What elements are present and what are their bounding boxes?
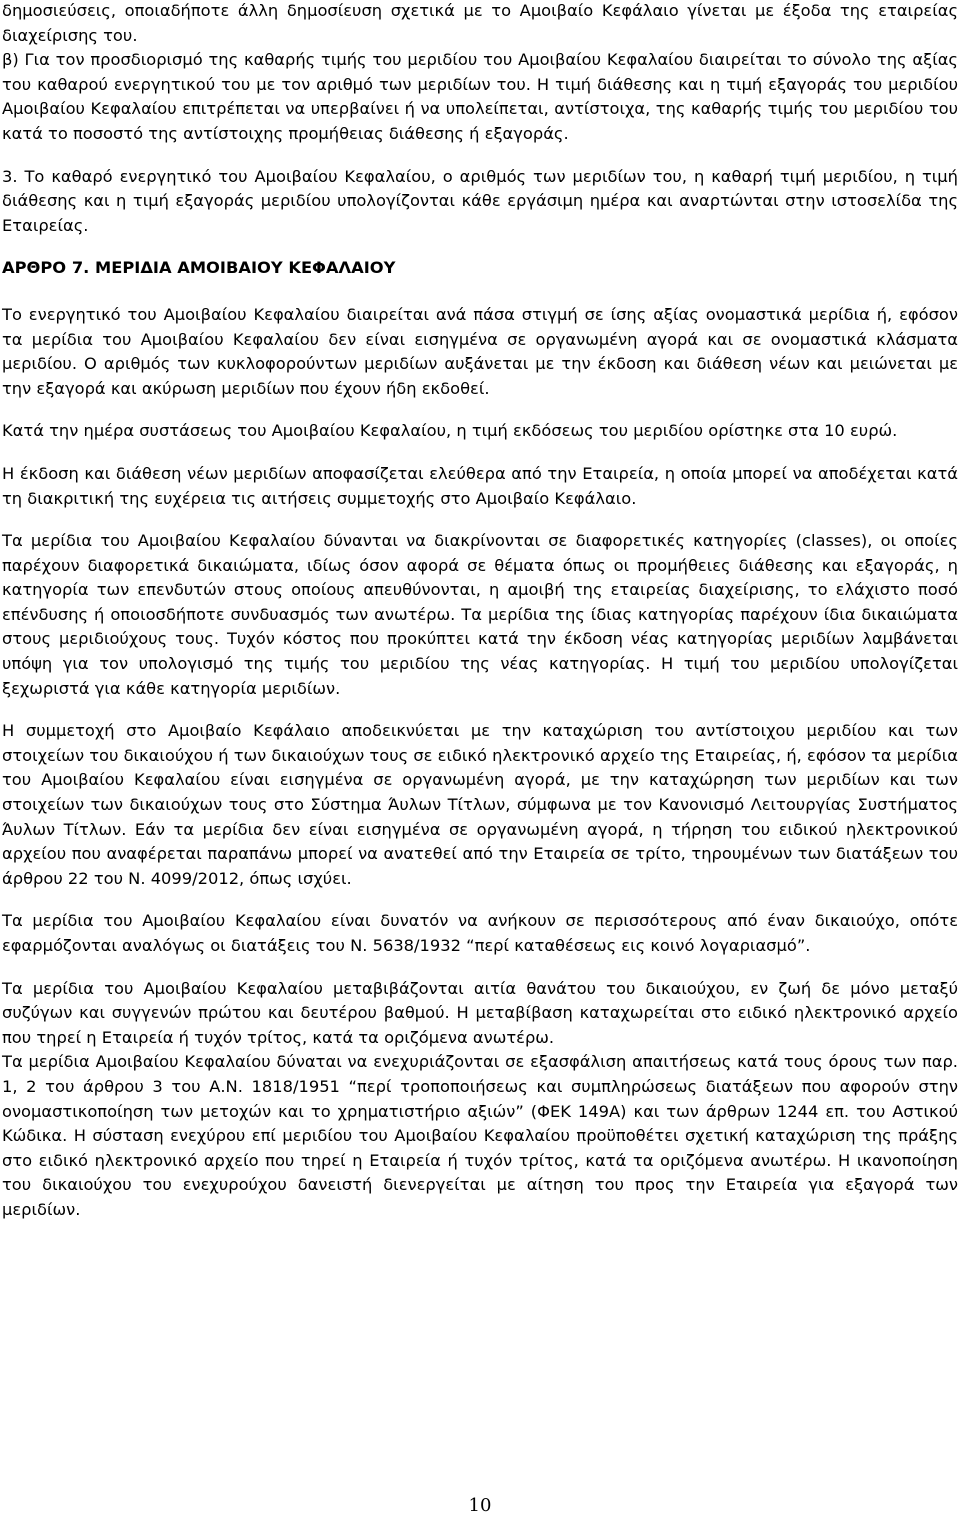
paragraph-net-unit-price: β) Για τον προσδιορισμό της καθαρής τιμής του μεριδίου του Αμοιβαίου Κεφαλαίου διαιρείται το σύνολο της αξίας του καθαρού ενεργητικού του με τον αριθμό των μεριδίων του. Η τιμή διάθεσης και η τιμή εξαγοράς του μεριδίου Αμοιβαίου Κεφαλαίου επιτρέπεται να υπερβαίνει ή να υπολείπεται, αντίστοιχα, της καθαρής τιμής του μεριδίου του κατά το ποσοστό της αντίστοιχης προμήθειας διάθεσης ή εξαγοράς. xyxy=(2,50,958,143)
paragraph-joint-holders: Τα μερίδια του Αμοιβαίου Κεφαλαίου είναι δυνατόν να ανήκουν σε περισσότερους από έναν δικαιούχο, οπότε εφαρμόζονται αναλόγως οι διατάξεις του Ν. 5638/1932 “περί καταθέσεως εις κοινό λογαριασμό”. xyxy=(2,911,958,955)
paragraph-issue-of-units: Η έκδοση και διάθεση νέων μεριδίων αποφασίζεται ελεύθερα από την Εταιρεία, η οποία μπορεί να αποδέχεται κατά τη διακριτική της ευχέρεια τις αιτήσεις συμμετοχής στο Αμοιβαίο Κεφάλαιο. xyxy=(2,463,958,508)
paragraph-transfer-of-units: Τα μερίδια του Αμοιβαίου Κεφαλαίου μεταβιβάζονται αιτία θανάτου του δικαιούχου, εν ζωή δε μόνο μεταξύ συζύγων και συγγενών πρώτου και δευτέρου βαθμού. Η μεταβίβαση καταχωρείται στο ειδικό ηλεκτρονικό αρχείο που τηρεί η Εταιρεία ή τυχόν τρίτος, κατά τα οριζόμενα ανωτέρω. xyxy=(2,978,958,1047)
article-title: ΜΕΡΙΔΙΑ ΑΜΟΙΒΑΙΟΥ ΚΕΦΑΛΑΙΟΥ xyxy=(95,258,396,278)
paragraph-participation-registry: Η συμμετοχή στο Αμοιβαίο Κεφάλαιο αποδεικνύεται με την καταχώριση του αντίστοιχου μεριδίου και των στοιχείων του δικαιούχου ή των δικαιούχων τους σε ειδικό ηλεκτρονικό αρχείο της Εταιρείας, ή, εφόσον τα μερίδια του Αμοιβαίου Κεφαλαίου είναι εισηγμένα σε οργανωμένη αγορά, με την καταχώρηση των μεριδίων και των στοιχείων των δικαιούχων τους στο Σύστημα Άυλων Τίτλων, σύμφωνα με τον Κανονισμό Λειτουργίας Συστήματος Άυλων Τίτλων. Εάν τα μερίδια δεν είναι εισηγμένα σε οργανωμένη αγορά, η τήρηση του ειδικού ηλεκτρονικού αρχείου που αναφέρεται παραπάνω μπορεί να ανατεθεί από την Εταιρεία σε τρίτο, τηρουμένων των διατάξεων του άρθρου 22 του Ν. 4099/2012, όπως ισχύει. xyxy=(2,721,958,888)
page-number: 10 xyxy=(468,1495,492,1516)
paragraph-units-division: Το ενεργητικό του Αμοιβαίου Κεφαλαίου διαιρείται ανά πάσα στιγμή σε ίσης αξίας ονομαστικά μερίδια ή, εφόσον τα μερίδια του Αμοιβαίου Κεφαλαίου δεν είναι εισηγμένα σε οργανωμένη αγορά και σε ονομαστικά κλάσματα μεριδίου. Ο αριθμός των κυκλοφορούντων μεριδίων αυξάνεται με την έκδοση και διάθεση νέων και μειώνεται με την εξαγορά και ακύρωση μεριδίων που έχουν ήδη εκδοθεί. xyxy=(2,304,958,398)
paragraph-daily-calculation: 3. Το καθαρό ενεργητικό του Αμοιβαίου Κεφαλαίου, ο αριθμός των μεριδίων του, η καθαρή τιμή μεριδίου, η τιμή διάθεσης και η τιμή εξαγοράς μεριδίου υπολογίζονται κάθε εργάσιμη ημέρα και αναρτώνται στην ιστοσελίδα της Εταιρείας. xyxy=(2,166,958,235)
article-heading xyxy=(2,256,958,281)
paragraph-pledge-of-units: Τα μερίδια Αμοιβαίου Κεφαλαίου δύναται να ενεχυριάζονται σε εξασφάλιση απαιτήσεως κατά τους όρους των παρ. 1, 2 του άρθρου 3 του Α.Ν. 1818/1951 “περί τροποποιήσεως και συμπληρώσεως διατάξεων που αφορούν στην ονομαστικοποίηση των μετοχών και το χρηματιστήριο αξιών” (ΦΕΚ 149Α) και των άρθρων 1244 επ. του Αστικού Κώδικα. Η σύσταση ενεχύρου επί μεριδίου του Αμοιβαίου Κεφαλαίου προϋποθέτει σχετική καταχώριση της πράξης στο ειδικό ηλεκτρονικό αρχείο που τηρεί η Εταιρεία ή τυχόν τρίτος, κατά τα οριζόμενα ανωτέρω. Η ικανοποίηση του δικαιούχου του ενεχυρούχου δανειστή διενεργείται με αίτηση του προς την Εταιρεία για εξαγορά των μεριδίων. xyxy=(2,1052,958,1219)
paragraph-initial-price: Κατά την ημέρα συστάσεως του Αμοιβαίου Κεφαλαίου, η τιμή εκδόσεως του μεριδίου ορίστηκε στα 10 ευρώ. xyxy=(2,421,898,441)
article-number: ΑΡΘΡΟ 7. xyxy=(2,258,90,278)
paragraph-publications: δημοσιεύσεις, οποιαδήποτε άλλη δημοσίευση σχετικά με το Αμοιβαίο Κεφάλαιο γίνεται με έξοδα της εταιρείας διαχείρισης του. xyxy=(2,1,958,45)
paragraph-unit-classes: Τα μερίδια του Αμοιβαίου Κεφαλαίου δύνανται να διακρίνονται σε διαφορετικές κατηγορίες (classes), οι οποίες παρέχουν διαφορετικά δικαιώματα, ιδίως όσον αφορά σε θέματα όπως οι προμήθειες διάθεσης και εξαγοράς, η κατηγορία των επενδυτών στους οποίους απευθύνονται, η αμοιβή της εταιρείας διαχείρισης, το ελάχιστο ποσό επένδυσης ή οποιοσδήποτε συνδυασμός των ανωτέρω. Τα μερίδια της ίδιας κατηγορίας παρέχουν ίδια δικαιώματα στους μεριδιούχους τους. Τυχόν κόστος που προκύπτει κατά την έκδοση νέας κατηγορίας μεριδίων λαμβάνεται υπόψη για τον υπολογισμό της τιμής του μεριδίου της νέας κατηγορίας. Η τιμή του μεριδίου υπολογίζεται ξεχωριστά για κάθε κατηγορία μεριδίων. xyxy=(2,531,958,698)
